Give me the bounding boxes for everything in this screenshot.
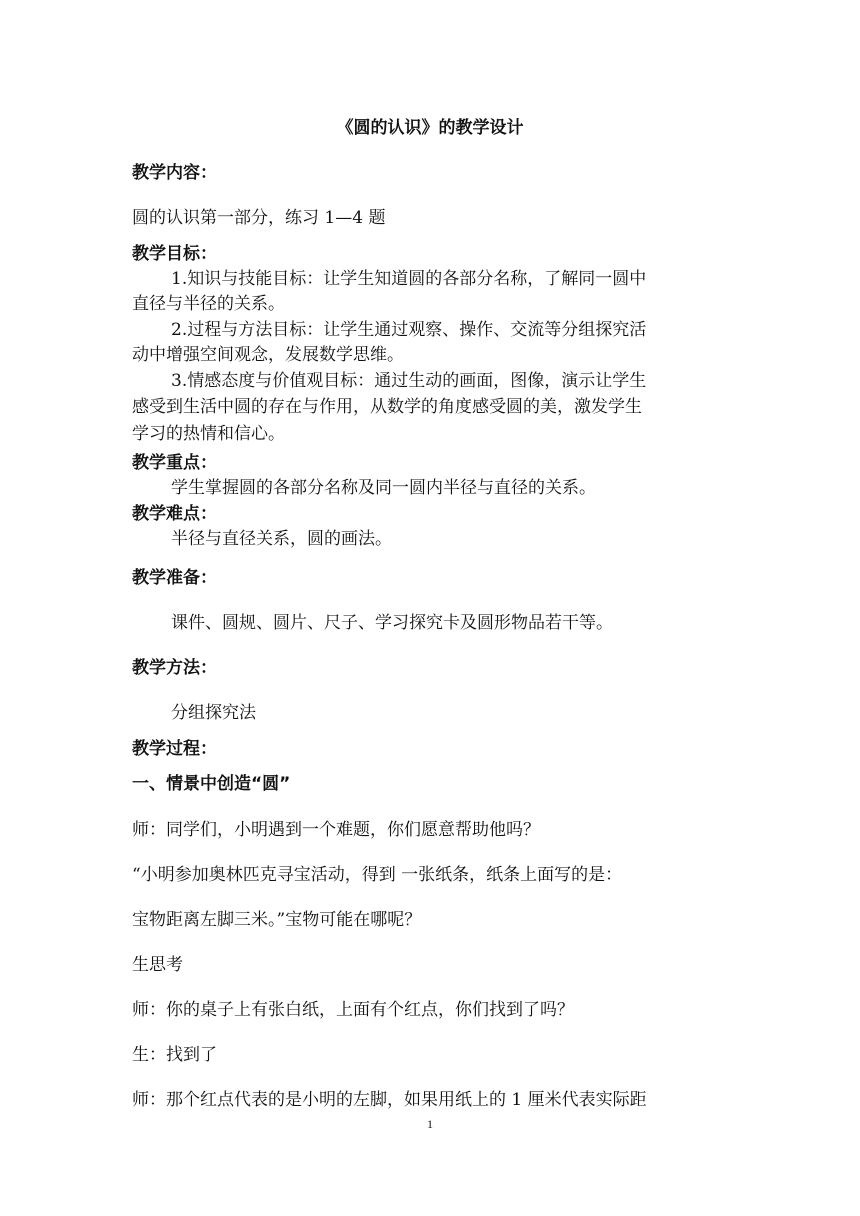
goal-3-line-3: 学习的热情和信心。 xyxy=(132,424,285,444)
goal-1-line-2: 直径与半径的关系。 xyxy=(132,294,285,314)
heading-difficulties: 教学难点： xyxy=(132,504,217,524)
heading-content: 教学内容： xyxy=(132,163,217,183)
paragraph-7: 师：那个红点代表的是小明的左脚，如果用纸上的 1 厘米代表实际距 xyxy=(132,1090,647,1110)
key-points-text: 学生掌握圆的各部分名称及同一圆内半径与直径的关系。 xyxy=(171,478,596,498)
goal-1-line-1: 1.知识与技能目标：让学生知道圆的各部分名称，了解同一圆中 xyxy=(171,269,647,289)
goal-3-line-1: 3.情感态度与价值观目标：通过生动的画面，图像，演示让学生 xyxy=(171,371,647,391)
paragraph-2: “小明参加奥林匹克寻宝活动，得到 一张纸条，纸条上面写的是： xyxy=(132,865,623,885)
content-text: 圆的认识第一部分，练习 1—4 题 xyxy=(132,208,386,228)
paragraph-5: 师：你的桌子上有张白纸，上面有个红点，你们找到了吗？ xyxy=(132,1000,574,1020)
heading-key-points: 教学重点： xyxy=(132,453,217,473)
page-number: 1 xyxy=(427,1117,433,1131)
heading-method: 教学方法： xyxy=(132,658,217,678)
heading-part-1: 一、情景中创造“圆” xyxy=(132,774,291,794)
paragraph-6: 生：找到了 xyxy=(132,1045,217,1065)
preparation-text: 课件、圆规、圆片、尺子、学习探究卡及圆形物品若干等。 xyxy=(171,613,613,633)
method-text: 分组探究法 xyxy=(171,703,256,723)
goal-3-line-2: 感受到生活中圆的存在与作用，从数学的角度感受圆的美，激发学生 xyxy=(132,397,642,417)
paragraph-3: 宝物距离左脚三米。”宝物可能在哪呢？ xyxy=(132,910,422,930)
heading-process: 教学过程： xyxy=(132,739,217,759)
paragraph-4: 生思考 xyxy=(132,955,183,975)
paragraph-1: 师：同学们，小明遇到一个难题，你们愿意帮助他吗？ xyxy=(132,820,540,840)
heading-preparation: 教学准备： xyxy=(132,568,217,588)
difficulties-text: 半径与直径关系，圆的画法。 xyxy=(171,529,392,549)
heading-goals: 教学目标： xyxy=(132,244,217,264)
goal-2-line-2: 动中增强空间观念，发展数学思维。 xyxy=(132,345,404,365)
goal-2-line-1: 2.过程与方法目标：让学生通过观察、操作、交流等分组探究活 xyxy=(171,320,647,340)
document-title: 《圆的认识》的教学设计 xyxy=(336,118,524,138)
